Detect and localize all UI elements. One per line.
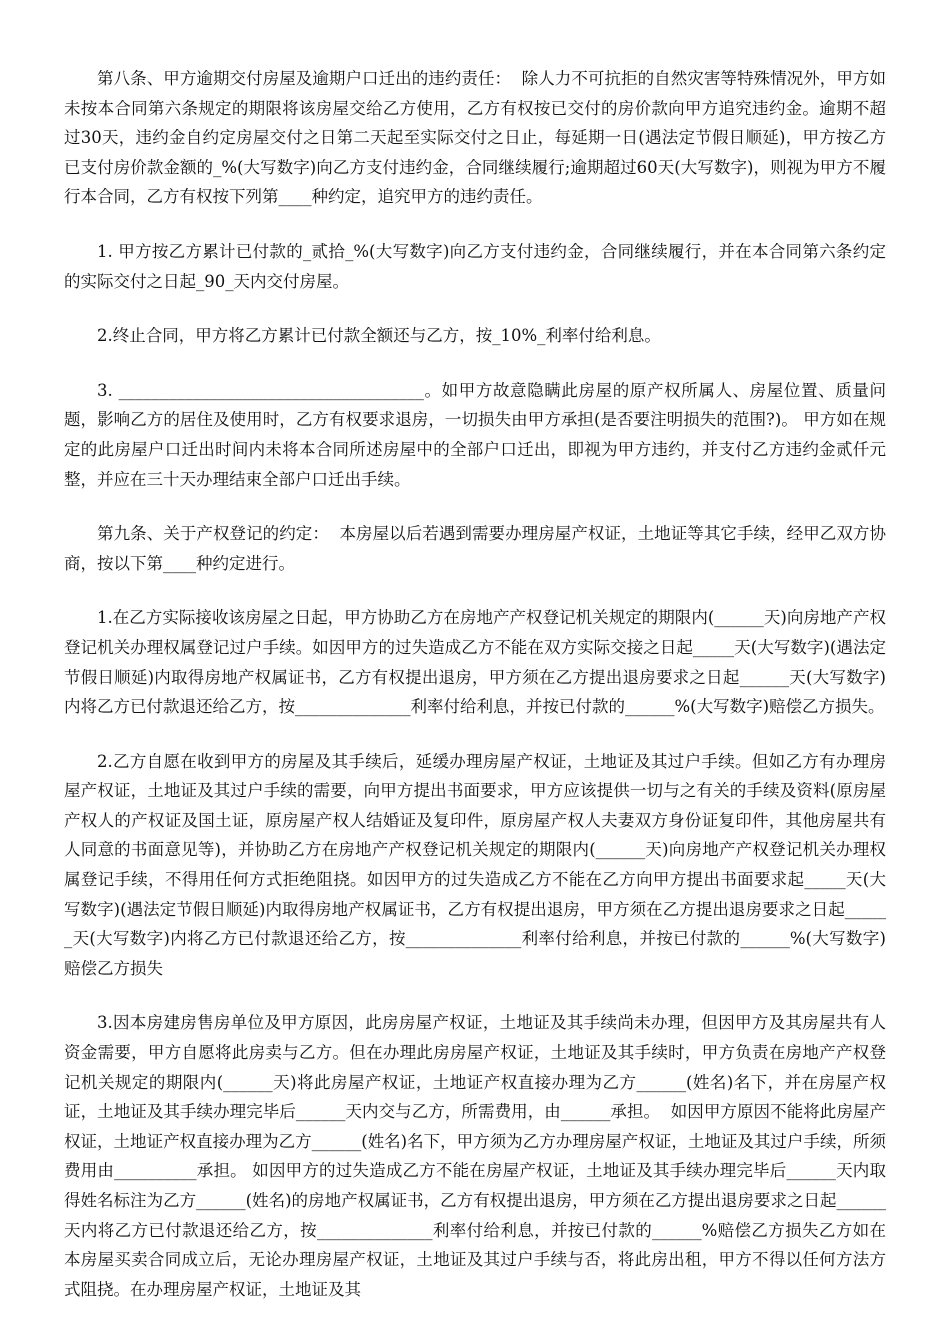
article-9-paragraph: 第九条、关于产权登记的约定： 本房屋以后若遇到需要办理房屋产权证，土地证等其它手续，经甲乙双方协商，按以下第____种约定进行。 xyxy=(64,524,886,573)
article-8-option-3: 3. _____________________________________。如甲方故意隐瞒此房屋的原产权所属人、房屋位置、质量问题，影响乙方的居住及使用时，乙方有权要求退房，一切损失由甲方承担(是否要注明损失的范围?)。 甲方如在规定的此房屋户口迁出时间内未将本合同所述房屋中的全部户口迁出，即视为甲方违约，并支付乙方违约金贰仟元整，并应在三十天办理结束全部户口迁出手续。 xyxy=(64,380,886,489)
article-8-option-1: 1. 甲方按乙方累计已付款的_贰拾_%(大写数字)向乙方支付违约金，合同继续履行，并在本合同第六条约定的实际交付之日起_90_天内交付房屋。 xyxy=(64,241,886,291)
article-8-option-2: 2.终止合同，甲方将乙方累计已付款全额还与乙方，按_10%_利率付给利息。 xyxy=(97,326,661,346)
article-9-option-2: 2.乙方自愿在收到甲方的房屋及其手续后，延缓办理房屋产权证，土地证及其过户手续。但如乙方有办理房屋产权证，土地证及其过户手续的需要，向甲方提出书面要求，甲方应该提供一切与之有关的手续及资料(原房屋产权人的产权证及国土证，原房屋产权人结婚证及复印件，原房屋产权人夫妻双方身份证复印件，其他房屋共有人同意的书面意见等)，并协助乙方在房地产产权登记机关规定的期限内(______天)向房地产产权登记机关办理权属登记手续，不得用任何方式拒绝阻挠。如因甲方的过失造成乙方不能在乙方向甲方提出书面要求起_____天(大写数字)(遇法定节假日顺延)内取得房地产权属证书，乙方有权提出退房，甲方须在乙方提出退房要求之日起______天(大写数字)内将乙方已付款退还给乙方，按______________利率付给利息，并按已付款的______%(大写数字)赔偿乙方损失 xyxy=(64,751,886,978)
contract-page xyxy=(64,64,886,1314)
article-9-option-3: 3.因本房建房售房单位及甲方原因，此房房屋产权证，土地证及其手续尚未办理，但因甲方及其房屋共有人资金需要，甲方自愿将此房卖与乙方。但在办理此房房屋产权证，土地证及其手续时，甲方负责在房地产产权登记机关规定的期限内(______天)将此房屋产权证，土地证产权直接办理为乙方______(姓名)名下，并在房屋产权证，土地证及其手续办理完毕后______天内交与乙方，所需费用，由______承担。 如因甲方原因不能将此房屋产权证，土地证产权直接办理为乙方______(姓名)名下，甲方须为乙方办理房屋产权证，土地证及其过户手续，所须费用由__________承担。 如因甲方的过失造成乙方不能在房屋产权证，土地证及其手续办理完毕后______天内取得姓名标注为乙方______(姓名)的房地产权属证书，乙方有权提出退房，甲方须在乙方提出退房要求之日起______天内将乙方已付款退还给乙方，按______________利率付给利息，并按已付款的______%赔偿乙方损失乙方如在本房屋买卖合同成立后，无论办理房屋产权证，土地证及其过户手续与否，将此房出租，甲方不得以任何方法方式阻挠。在办理房屋产权证，土地证及其 xyxy=(64,1013,886,1299)
article-9-option-1: 1.在乙方实际接收该房屋之日起，甲方协助乙方在房地产产权登记机关规定的期限内(______天)向房地产产权登记机关办理权属登记过户手续。如因甲方的过失造成乙方不能在双方实际交接之日起_____天(大写数字)(遇法定节假日顺延)内取得房地产权属证书，乙方有权提出退房，甲方须在乙方提出退房要求之日起______天(大写数字)内将乙方已付款退还给乙方，按______________利率付给利息，并按已付款的______%(大写数字)赔偿乙方损失。 xyxy=(64,608,886,717)
article-8-paragraph: 第八条、甲方逾期交付房屋及逾期户口迁出的违约责任： 除人力不可抗拒的自然灾害等特殊情况外，甲方如未按本合同第六条规定的期限将该房屋交给乙方使用，乙方有权按已交付的房价款向甲方追究违约金。逾期不超过30天，违约金自约定房屋交付之日第二天起至实际交付之日止，每延期一日(遇法定节假日顺延)，甲方按乙方已支付房价款金额的_%(大写数字)向乙方支付违约金，合同继续履行;逾期超过60天(大写数字)，则视为甲方不履行本合同，乙方有权按下列第____种约定，追究甲方的违约责任。 xyxy=(64,69,886,207)
